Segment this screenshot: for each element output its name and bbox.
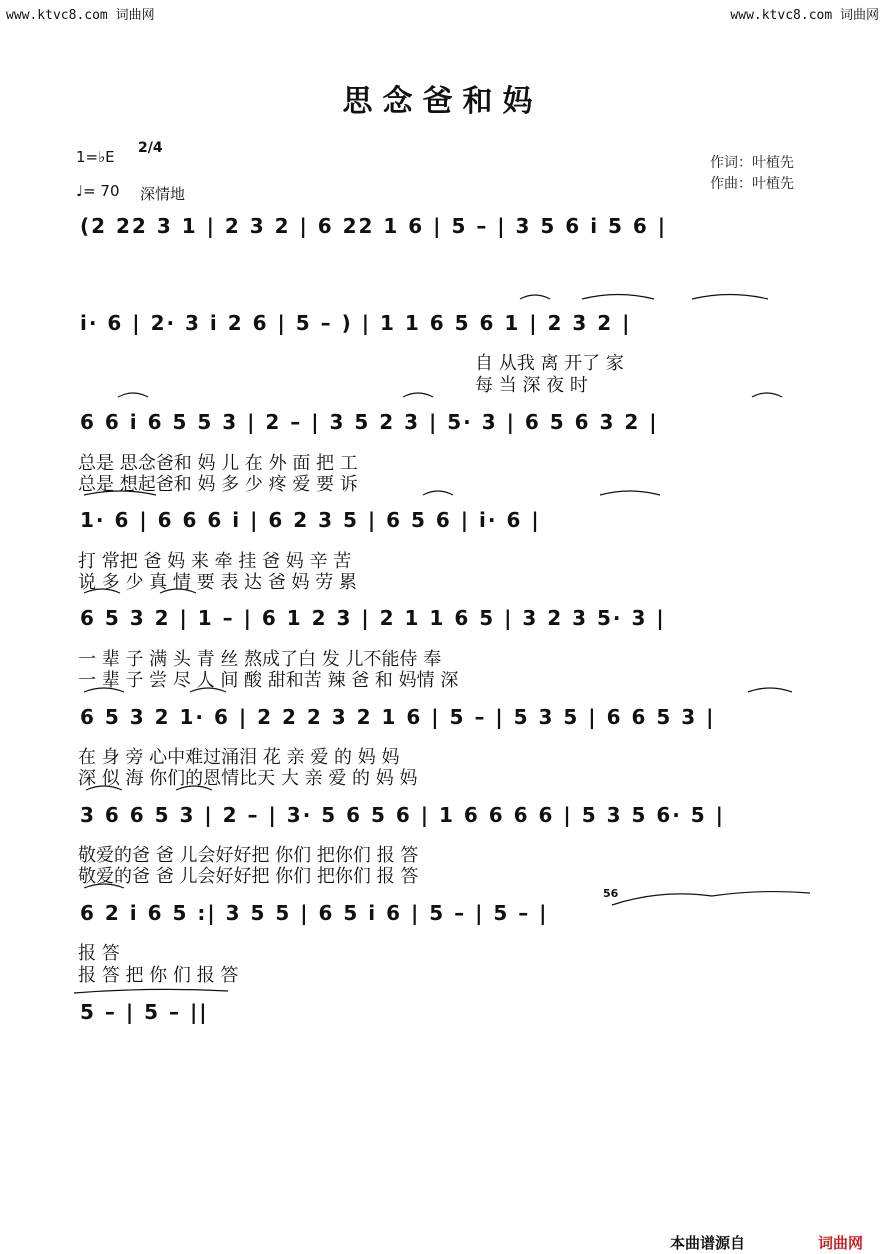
lyrics-verse-1-line-3: 打 常把 爸 妈 来 牵 挂 爸 妈 辛 苦	[78, 551, 352, 572]
key-signature: 1=♭E	[76, 148, 115, 166]
score-line-notes: 1· 6 | 6 6 6 i | 6 2 3 5 | 6 5 6 | i· 6 |	[80, 508, 541, 532]
score-line-notes: 3 6 6 5 3 | 2 – | 3· 5 6 5 6 | 1 6 6 6 6 | 5 3 5 6· 5 |	[80, 803, 725, 827]
site-watermark-left[interactable]: www.ktvc8.com 词曲网	[6, 8, 155, 23]
lyrics-verse-2-line-3: 说 多 少 真 情 要 表 达 爸 妈 劳 累	[78, 572, 357, 593]
footer-logo[interactable]: 词曲网	[818, 1234, 864, 1252]
lyrics-verse-2-line-5: 深 似 海 你们的恩情比天 大 亲 爱 的 妈 妈	[78, 768, 418, 789]
lyrics-verse-1-line-1: 自 从我 离 开了 家	[475, 353, 624, 374]
lyrics-verse-2-line-4: 一 辈 子 尝 尽 人 间 酸 甜和苦 辣 爸 和 妈情 深	[78, 670, 459, 691]
time-signature-text: 2/4	[138, 140, 163, 156]
lyrics-verse-2-line-2: 总是 想起爸和 妈 多 少 疼 爱 要 诉	[78, 474, 358, 495]
score-line-notes: 6 5 3 2 1· 6 | 2 2 2 3 2 1 6 | 5 – | 5 3 5 | 6 6 5 3 |	[80, 705, 716, 729]
composer-credit: 作曲：叶植先	[710, 176, 794, 192]
score-line-notes: 6 5 3 2 | 1 – | 6 1 2 3 | 2 1 1 6 5 | 3 2 3 5· 3 |	[80, 606, 666, 630]
lyrics-verse-1-line-5: 在 身 旁 心中难过涌泪 花 亲 爱 的 妈 妈	[78, 747, 400, 768]
score-line-notes: 6 2 i 6 5 :| 3 5 5 | 6 5 i 6 | 5 – | 5 – |	[80, 901, 549, 925]
lyrics-verse-1-line-7: 报 答	[78, 943, 120, 964]
score-line-notes: 5 – | 5 – ||	[80, 1000, 209, 1024]
lyrics-verse-1-line-6: 敬爱的爸 爸 儿会好好把 你们 把你们 报 答	[78, 845, 419, 866]
lyrics-verse-2-line-7: 报 答 把 你 们 报 答	[78, 965, 239, 986]
site-watermark-right[interactable]: www.ktvc8.com 词曲网	[730, 8, 879, 23]
lyrics-verse-1-line-2: 总是 思念爸和 妈 儿 在 外 面 把 工	[78, 453, 358, 474]
lyrics-verse-2-line-1: 每 当 深 夜 时	[475, 375, 588, 396]
song-title: 思念爸和妈	[342, 84, 543, 119]
lyrics-verse-1-line-4: 一 辈 子 满 头 青 丝 熬成了白 发 儿不能侍 奉	[78, 649, 442, 670]
lyricist-credit: 作词：叶植先	[710, 155, 794, 171]
expression-mark: 深情地	[140, 185, 186, 203]
lyrics-verse-2-line-6: 敬爱的爸 爸 儿会好好把 你们 把你们 报 答	[78, 866, 419, 887]
score-line-notes: (2 22 3 1 | 2 3 2 | 6 22 1 6 | 5 – | 3 5 6 i 5 6 |	[80, 214, 668, 238]
volta-mark: 56	[603, 887, 619, 900]
footer-source-label: 本曲谱源自	[670, 1234, 746, 1252]
score-line-notes: 6 6 i 6 5 5 3 | 2 – | 3 5 2 3 | 5· 3 | 6 5 6 3 2 |	[80, 410, 659, 434]
tempo-mark: ♩= 70	[76, 182, 120, 200]
score-line-notes: i· 6 | 2· 3 i 2 6 | 5 – ) | 1 1 6 5 6 1 | 2 3 2 |	[80, 311, 632, 335]
